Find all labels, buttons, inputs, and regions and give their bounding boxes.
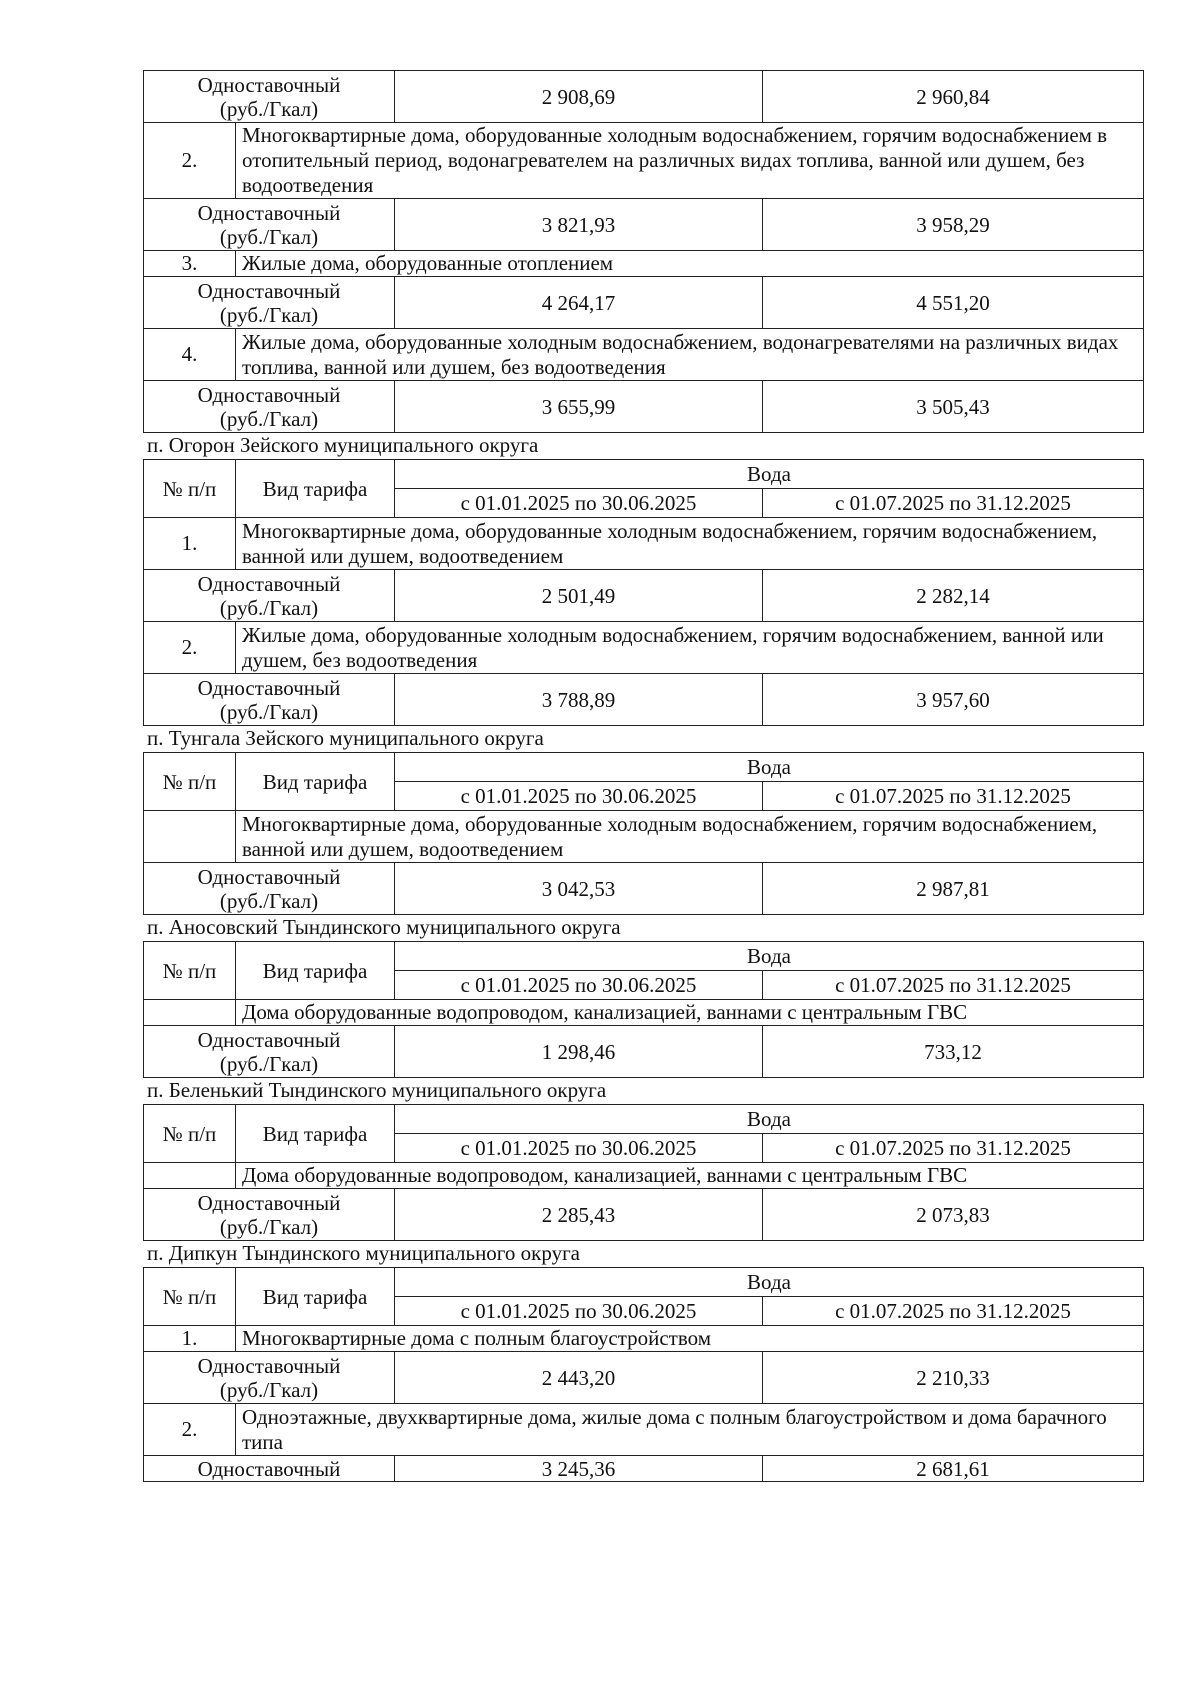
- tariff-value-period2: 3 958,29: [763, 199, 1144, 251]
- tariff-value-period2: 733,12: [763, 1026, 1144, 1078]
- row-number: 2.: [144, 622, 236, 674]
- section-title-ogoron: п. Огорон Зейского муниципального округа: [147, 433, 539, 457]
- tariff-type-cell: Одноставочный (руб./Гкал): [144, 1189, 395, 1241]
- tariff-table-belenky: [143, 1104, 1144, 1241]
- tariff-table-anosovsky: [143, 941, 1144, 1078]
- type-header: Вид тарифа: [236, 753, 395, 811]
- period1-header: с 01.01.2025 по 30.06.2025: [395, 1297, 763, 1326]
- category-row: [144, 1326, 1144, 1352]
- tariff-row: [144, 381, 1144, 433]
- num-header: № п/п: [144, 1268, 236, 1326]
- row-number: 2.: [144, 123, 236, 199]
- tariff-table-ogoron: [143, 459, 1144, 726]
- row-number: [144, 1000, 236, 1026]
- period2-header: с 01.07.2025 по 31.12.2025: [763, 1297, 1144, 1326]
- header-row: [144, 460, 1144, 489]
- tariff-value-period1: 2 443,20: [395, 1352, 763, 1404]
- category-row: [144, 329, 1144, 381]
- row-number: 2.: [144, 1404, 236, 1456]
- tariff-value-period2: 2 282,14: [763, 570, 1144, 622]
- tariff-table-tungala: [143, 752, 1144, 915]
- tariff-value-period1: 1 298,46: [395, 1026, 763, 1078]
- water-header: Вода: [395, 1105, 1144, 1134]
- water-header: Вода: [395, 753, 1144, 782]
- tariff-type-cell: Одноставочный (руб./Гкал): [144, 381, 395, 433]
- period2-header: с 01.07.2025 по 31.12.2025: [763, 1134, 1144, 1163]
- section-title-dipkun: п. Дипкун Тындинского муниципального округа: [147, 1241, 581, 1265]
- water-header: Вода: [395, 942, 1144, 971]
- category-description: Многоквартирные дома, оборудованные холодным водоснабжением, горячим водоснабжением в отопительный период, водонагревателем на различных видах топлива, ванной или душем, без водоотведения: [236, 123, 1144, 199]
- tariff-value-period1: 4 264,17: [395, 277, 763, 329]
- category-description: Одноэтажные, двухквартирные дома, жилые дома с полным благоустройством и дома барачного типа: [236, 1404, 1144, 1456]
- header-row: [144, 942, 1144, 971]
- num-header: № п/п: [144, 1105, 236, 1163]
- tariff-value-period2: 4 551,20: [763, 277, 1144, 329]
- period2-header: с 01.07.2025 по 31.12.2025: [763, 489, 1144, 518]
- tariff-type-cell: Одноставочный (руб./Гкал): [144, 199, 395, 251]
- tariff-type-cell: Одноставочный (руб./Гкал): [144, 71, 395, 123]
- category-row: [144, 251, 1144, 277]
- row-number: 1.: [144, 1326, 236, 1352]
- category-description: Многоквартирные дома, оборудованные холодным водоснабжением, горячим водоснабжением, ванной или душем, водоотведением: [236, 518, 1144, 570]
- tariff-value-period2: 2 987,81: [763, 863, 1144, 915]
- category-row: [144, 518, 1144, 570]
- tariff-table-continued: [143, 70, 1144, 433]
- num-header: № п/п: [144, 460, 236, 518]
- tariff-value-period2: 3 505,43: [763, 381, 1144, 433]
- period1-header: с 01.01.2025 по 30.06.2025: [395, 489, 763, 518]
- tariff-type-cell: Одноставочный (руб./Гкал): [144, 570, 395, 622]
- type-header: Вид тарифа: [236, 460, 395, 518]
- category-description: Жилые дома, оборудованные холодным водоснабжением, горячим водоснабжением, ванной или душем, без водоотведения: [236, 622, 1144, 674]
- header-row: [144, 1268, 1144, 1297]
- row-number: 1.: [144, 518, 236, 570]
- tariff-value-period1: 3 042,53: [395, 863, 763, 915]
- section-title-anosovsky: п. Аносовский Тындинского муниципального округа: [147, 915, 621, 939]
- tariff-value-period2: 3 957,60: [763, 674, 1144, 726]
- category-row: [144, 1163, 1144, 1189]
- num-header: № п/п: [144, 753, 236, 811]
- tariff-value-period2: 2 073,83: [763, 1189, 1144, 1241]
- tariff-type-cell: Одноставочный: [144, 1456, 395, 1482]
- period1-header: с 01.01.2025 по 30.06.2025: [395, 1134, 763, 1163]
- tariff-row: [144, 674, 1144, 726]
- water-header: Вода: [395, 1268, 1144, 1297]
- type-header: Вид тарифа: [236, 1105, 395, 1163]
- category-description: Многоквартирные дома, оборудованные холодным водоснабжением, горячим водоснабжением, ванной или душем, водоотведением: [236, 811, 1144, 863]
- row-number: [144, 811, 236, 863]
- tariff-row: [144, 199, 1144, 251]
- category-row: [144, 622, 1144, 674]
- header-row: [144, 1105, 1144, 1134]
- period1-header: с 01.01.2025 по 30.06.2025: [395, 971, 763, 1000]
- water-header: Вода: [395, 460, 1144, 489]
- tariff-value-period1: 3 821,93: [395, 199, 763, 251]
- category-row: [144, 1404, 1144, 1456]
- category-description: Многоквартирные дома с полным благоустройством: [236, 1326, 1144, 1352]
- row-number: [144, 1163, 236, 1189]
- tariff-type-cell: Одноставочный (руб./Гкал): [144, 1352, 395, 1404]
- tariff-row: [144, 1352, 1144, 1404]
- tariff-table-dipkun: [143, 1267, 1144, 1482]
- tariff-value-period1: 3 245,36: [395, 1456, 763, 1482]
- document-page: [143, 70, 1143, 1482]
- period2-header: с 01.07.2025 по 31.12.2025: [763, 971, 1144, 1000]
- category-description: Жилые дома, оборудованные холодным водоснабжением, водонагревателями на различных видах топлива, ванной или душем, без водоотведения: [236, 329, 1144, 381]
- tariff-type-cell: Одноставочный (руб./Гкал): [144, 863, 395, 915]
- row-number: 4.: [144, 329, 236, 381]
- period1-header: с 01.01.2025 по 30.06.2025: [395, 782, 763, 811]
- tariff-value-period1: 2 285,43: [395, 1189, 763, 1241]
- tariff-row: [144, 277, 1144, 329]
- section-title-belenky: п. Беленький Тындинского муниципального округа: [147, 1078, 607, 1102]
- category-row: [144, 811, 1144, 863]
- tariff-value-period1: 3 655,99: [395, 381, 763, 433]
- period2-header: с 01.07.2025 по 31.12.2025: [763, 782, 1144, 811]
- tariff-value-period2: 2 681,61: [763, 1456, 1144, 1482]
- tariff-row: [144, 570, 1144, 622]
- tariff-type-cell: Одноставочный (руб./Гкал): [144, 277, 395, 329]
- category-row: [144, 1000, 1144, 1026]
- tariff-value-period1: 3 788,89: [395, 674, 763, 726]
- tariff-value-period1: 2 908,69: [395, 71, 763, 123]
- header-row: [144, 753, 1144, 782]
- tariff-row: [144, 71, 1144, 123]
- category-description: Дома оборудованные водопроводом, канализацией, ваннами с центральным ГВС: [236, 1000, 1144, 1026]
- tariff-row: [144, 1189, 1144, 1241]
- num-header: № п/п: [144, 942, 236, 1000]
- tariff-type-cell: Одноставочный (руб./Гкал): [144, 1026, 395, 1078]
- tariff-value-period2: 2 210,33: [763, 1352, 1144, 1404]
- category-description: Дома оборудованные водопроводом, канализацией, ваннами с центральным ГВС: [236, 1163, 1144, 1189]
- type-header: Вид тарифа: [236, 942, 395, 1000]
- category-row: [144, 123, 1144, 199]
- tariff-row: [144, 1026, 1144, 1078]
- section-title-tungala: п. Тунгала Зейского муниципального округа: [147, 726, 544, 750]
- tariff-row: [144, 863, 1144, 915]
- row-number: 3.: [144, 251, 236, 277]
- tariff-row: [144, 1456, 1144, 1482]
- type-header: Вид тарифа: [236, 1268, 395, 1326]
- tariff-value-period1: 2 501,49: [395, 570, 763, 622]
- tariff-type-cell: Одноставочный (руб./Гкал): [144, 674, 395, 726]
- tariff-value-period2: 2 960,84: [763, 71, 1144, 123]
- category-description: Жилые дома, оборудованные отоплением: [236, 251, 1144, 277]
